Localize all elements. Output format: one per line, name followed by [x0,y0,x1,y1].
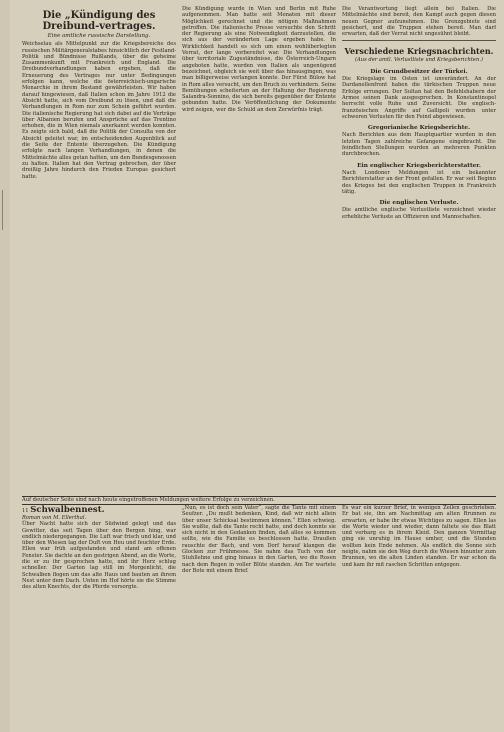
news-body-1: Die Kriegslage im Osten ist unverändert. An der Dardanellenfront haben die türkischen Truppen neue Erfolge errungen. Der Sultan hat den Befehlshabern der Armee seinen Dank ausgesprochen. In Konstantinopel herrscht volle Ruhe und Zuversicht. Die englisch-französischen Angriffe auf Gallipoli wurden unter schweren Verlusten für den Feind abgewiesen. [342,76,496,120]
page-margin [0,0,10,732]
news-body-4: Die amtliche englische Verlustliste verzeichnet wieder erhebliche Verluste an Offizieren und Mannschaften. [342,207,496,220]
serial-author: Roman von M. Ellerthal. [22,515,87,521]
feuilleton-column-1 [22,505,176,727]
news-heading-4: Die englischen Verluste. [379,200,459,207]
article-body-3: Die Verantwortung liegt allein bei Italien. Die Mittelmächte sind bereit, den Kampf auch gegen diesen neuen Gegner aufzunehmen. Die Grenzgebiete sind gesichert, und die Truppen stehen bereit. Man darf erwarten, daß der Verrat nicht ungesühnt bleibt. [342,6,496,38]
news-heading-3: Ein englischer Kriegsberichterstatter. [357,162,481,169]
feuilleton-column-2 [182,505,336,727]
footnote-text: Auf deutscher Seite sind nach heute eingetroffenen Meldungen weitere Erfolge zu verzeichnen. [22,497,275,503]
headline: Die „Kündigung des Dreibund-vertrages. [42,10,156,32]
feuilleton-column-3 [342,505,496,727]
article-body-1: Weichselau als Mittelpunkt zur die Kriegsbereiche des russischen Militärgeneralstabes hinsichtlich der Festland-Politik und Bündnisse Rußlands, über die geheime Zusammenkunft mit Frankreich und England. Die Dreibundverhandlungen haben ergeben, daß die Erneuerung des Vertrages nur unter Bedingungen erfolgen kann, welche die österreichisch-ungarische Monarchie in ihrem Bestand gewährleisten. Wir haben darauf hingewiesen, daß Italien schon im Jahre 1912 die Absicht hatte, sich vom Dreibund zu lösen, und daß die Verhandlungen in Rom nur zum Schein geführt wurden. Die italienische Regierung hat sich dabei auf die Verträge über Albanien berufen und Ansprüche auf das Trentino erhoben, die in Wien niemals anerkannt werden konnten. Es zeigte sich bald, daß die Politik der Consulta von der Absicht geleitet war, im entscheidenden Augenblick auf die Seite der Entente überzugehen. Die Kündigung erfolgte nach langen Verhandlungen, in denen die Mittelmächte alles getan hatten, um den Bundesgenossen zu halten. Italien hat den Vertrag gebrochen, der über dreißig Jahre hindurch den Frieden Europas gesichert hatte. [22,41,176,180]
column-1 [22,6,176,494]
section-title: Verschiedene Kriegsnachrichten. [344,46,494,57]
serial-body-1: Über Nacht hatte sich der Südwind gelegt und das Gewitter, das seit Tagen über den Bergen hing, war endlich niedergegangen. Die Luft war frisch und klar, und über den Wiesen lag der Duft von Heu und feuchter Erde. Ellen war früh aufgestanden und stand am offenen Fenster. Sie dachte an den gestrigen Abend, an die Worte, die er zu ihr gesprochen hatte, und ihr Herz schlug schneller. Der Garten lag still im Morgenlicht, die Schwalben flogen um das alte Haus und bauten an ihrem Nest unter dem Dach. Unten im Hof hörte sie die Stimme des alten Knechts, der die Pferde versorgte. [22,521,176,591]
article-body-2: Die Kündigung wurde in Wien und Berlin mit Ruhe aufgenommen. Man hatte seit Monaten mit dieser Möglichkeit gerechnet und die nötigen Maßnahmen getroffen. Die italienische Presse versuchte den Schritt der Regierung als eine Notwendigkeit darzustellen, die sich aus der veränderten Lage ergeben habe. In Wirklichkeit handelt es sich um einen wohlüberlegten Verrat, der lange vorbereitet war. Die Verhandlungen über territoriale Zugeständnisse, die Österreich-Ungarn angeboten hatte, wurden von Italien als ungenügend bezeichnet, obgleich sie weit über das hinausgingen, was man billigerweise verlangen konnte. Der Fürst Bülow hat in Rom alles versucht, um den Bruch zu verhindern. Seine Bemühungen scheiterten an der Haltung der Regierung Salandra-Sonnino, die sich bereits gegenüber der Entente gebunden hatte. Die Veröffentlichung der Dokumente wird zeigen, wer die Schuld an dem Zerwürfnis trägt. [182,6,336,113]
column-3 [342,6,496,494]
serial-header [22,505,176,515]
news-body-3: Nach Londoner Meldungen ist ein bekannter Berichterstatter an der Front gefallen. Er war seit Beginn des Krieges bei den englischen Truppen in Frankreich tätig. [342,169,496,195]
news-body-2: Nach Berichten aus dem Hauptquartier wurden in den letzten Tagen zahlreiche Gefangene eingebracht. Die feindlichen Stellungen wurden an mehreren Punkten durchbrochen. [342,132,496,158]
upper-columns [22,6,496,494]
serial-number: 11 [22,508,29,514]
margin-mark [2,190,9,230]
footnote-bar [22,496,496,505]
news-heading-1: Die Grundbesitzer der Türkei. [370,68,468,75]
headline-subtitle: Eine amtliche russische Darstellung. [47,33,151,39]
serial-title: Schwalbennest. [30,505,105,515]
news-heading-2: Gregorianische Kriegsberichte. [367,125,471,132]
section-divider [342,40,496,41]
feuilleton-section [22,505,496,727]
column-2 [182,6,336,494]
section-subtitle: (Aus der amtl. Verlustliste und Kriegsberichten.) [354,57,483,64]
serial-body-2: „Nun, es ist doch sein Vater“, sagte die Tante mit einem Seufzer. „Du mußt bedenken, Kind, daß wir nicht allein über unser Schicksal bestimmen können.“ Ellen schwieg. Sie wußte, daß die Tante recht hatte, und doch konnte sie sich nicht in den Gedanken finden, daß alles so kommen sollte, wie die Familie es beschlossen hatte. Draußen rauschte der Bach, und vom Dorf herauf klangen die Glocken zur Frühmesse. Sie nahm das Tuch von der Stuhllehne und ging hinaus in den Garten, wo die Rosen nach dem Regen in voller Blüte standen. Am Tor wartete der Bote mit einem Brief. [182,505,336,574]
serial-body-3: Es war ein kurzer Brief, in wenigen Zeilen geschrieben. Er bat sie, ihn am Nachmittag am alten Brunnen zu erwarten, er habe ihr etwas Wichtiges zu sagen. Ellen las die Worte wieder und wieder, dann faltete sie das Blatt und verbarg es in ihrem Kleid. Den ganzen Vormittag ging sie unruhig im Hause umher, und die Stunden wollten kein Ende nehmen. Als endlich die Sonne sich neigte, nahm sie den Weg durch die Wiesen hinunter zum Brunnen, wo die alten Linden standen. Er war schon da und kam ihr mit raschen Schritten entgegen. [342,505,496,568]
